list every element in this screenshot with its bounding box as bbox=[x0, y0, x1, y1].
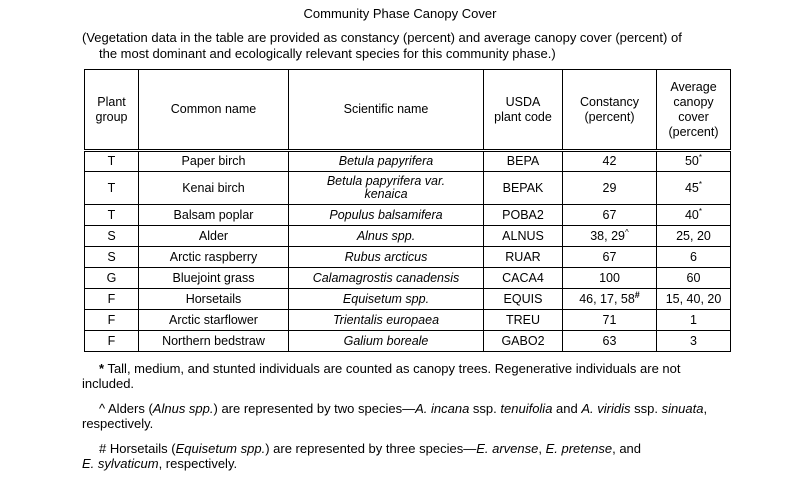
footnote-text: Tall, medium, and stunted individuals are counted as canopy trees. Regenerative individuals are not bbox=[104, 361, 681, 376]
cell-group: F bbox=[85, 310, 139, 331]
caret-symbol: ^ bbox=[99, 401, 106, 416]
table-row bbox=[85, 247, 731, 268]
cell-usda-code: GABO2 bbox=[484, 331, 563, 352]
cell-constancy: 67 bbox=[563, 205, 657, 226]
cell-usda-code: TREU bbox=[484, 310, 563, 331]
page-title: Community Phase Canopy Cover bbox=[303, 6, 497, 21]
cell-common-name: Balsam poplar bbox=[139, 205, 289, 226]
cell-constancy: 46, 17, 58# bbox=[563, 289, 657, 310]
cell-scientific-name: Equisetum spp. bbox=[289, 289, 484, 310]
footnote-text: respectively. bbox=[82, 416, 154, 431]
cell-canopy-cover: 45* bbox=[657, 172, 731, 205]
header-usda-code: USDA plant code bbox=[484, 70, 563, 151]
header-constancy: Constancy (percent) bbox=[563, 70, 657, 151]
cell-group: S bbox=[85, 247, 139, 268]
header-plant-group: Plant group bbox=[85, 70, 139, 151]
cell-canopy-cover: 60 bbox=[657, 268, 731, 289]
table-row bbox=[85, 151, 731, 172]
cell-scientific-name: Alnus spp. bbox=[289, 226, 484, 247]
cell-constancy: 38, 29^ bbox=[563, 226, 657, 247]
table-row bbox=[85, 226, 731, 247]
cell-group: T bbox=[85, 205, 139, 226]
cell-constancy: 100 bbox=[563, 268, 657, 289]
cell-usda-code: BEPA bbox=[484, 151, 563, 172]
cell-common-name: Kenai birch bbox=[139, 172, 289, 205]
header-common-name: Common name bbox=[139, 70, 289, 151]
canopy-cover-table bbox=[84, 69, 731, 352]
cell-constancy: 71 bbox=[563, 310, 657, 331]
footnote-asterisk bbox=[82, 361, 762, 391]
cell-common-name: Arctic raspberry bbox=[139, 247, 289, 268]
cell-canopy-cover: 15, 40, 20 bbox=[657, 289, 731, 310]
cell-group: G bbox=[85, 268, 139, 289]
cell-scientific-name: Populus balsamifera bbox=[289, 205, 484, 226]
cell-scientific-name: Betula papyrifera bbox=[289, 151, 484, 172]
cell-group: S bbox=[85, 226, 139, 247]
cell-group: F bbox=[85, 289, 139, 310]
header-canopy-cover: Average canopy cover (percent) bbox=[657, 70, 731, 151]
cell-common-name: Northern bedstraw bbox=[139, 331, 289, 352]
asterisk-symbol: * bbox=[99, 361, 105, 376]
cell-scientific-name: Betula papyrifera var. kenaica bbox=[289, 172, 484, 205]
table-row bbox=[85, 172, 731, 205]
cell-usda-code: EQUIS bbox=[484, 289, 563, 310]
cell-group: T bbox=[85, 151, 139, 172]
cell-common-name: Paper birch bbox=[139, 151, 289, 172]
cell-usda-code: ALNUS bbox=[484, 226, 563, 247]
cell-canopy-cover: 25, 20 bbox=[657, 226, 731, 247]
table-row bbox=[85, 310, 731, 331]
footnotes bbox=[82, 361, 762, 481]
footnote-text: E. sylvaticum, respectively. bbox=[82, 456, 238, 471]
cell-scientific-name: Rubus arcticus bbox=[289, 247, 484, 268]
cell-constancy: 29 bbox=[563, 172, 657, 205]
footnote-caret: ^ Alders (Alnus spp.) are represented by two species—A. incana ssp. tenuifolia and A. viridis ssp. sinuata, respectively. bbox=[82, 401, 762, 431]
table-row bbox=[85, 205, 731, 226]
cell-common-name: Bluejoint grass bbox=[139, 268, 289, 289]
footnote-text: included. bbox=[82, 376, 135, 391]
table-row bbox=[85, 331, 731, 352]
cell-canopy-cover: 6 bbox=[657, 247, 731, 268]
intro-line-1: (Vegetation data in the table are provided as constancy (percent) and average canopy cover (percent) of bbox=[82, 30, 682, 45]
cell-group: T bbox=[85, 172, 139, 205]
intro-line-2: the most dominant and ecologically relevant species for this community phase.) bbox=[99, 46, 556, 61]
table-row bbox=[85, 268, 731, 289]
cell-scientific-name: Calamagrostis canadensis bbox=[289, 268, 484, 289]
cell-common-name: Arctic starflower bbox=[139, 310, 289, 331]
cell-constancy: 63 bbox=[563, 331, 657, 352]
cell-usda-code: CACA4 bbox=[484, 268, 563, 289]
cell-usda-code: BEPAK bbox=[484, 172, 563, 205]
cell-usda-code: POBA2 bbox=[484, 205, 563, 226]
hash-symbol: # bbox=[99, 441, 107, 456]
cell-scientific-name: Galium boreale bbox=[289, 331, 484, 352]
cell-canopy-cover: 1 bbox=[657, 310, 731, 331]
cell-common-name: Alder bbox=[139, 226, 289, 247]
cell-canopy-cover: 40* bbox=[657, 205, 731, 226]
cell-constancy: 67 bbox=[563, 247, 657, 268]
cell-constancy: 42 bbox=[563, 151, 657, 172]
cell-canopy-cover: 50* bbox=[657, 151, 731, 172]
table-row bbox=[85, 289, 731, 310]
cell-usda-code: RUAR bbox=[484, 247, 563, 268]
header-scientific-name: Scientific name bbox=[289, 70, 484, 151]
table-header-row bbox=[85, 70, 731, 151]
cell-scientific-name: Trientalis europaea bbox=[289, 310, 484, 331]
footnote-hash: # Horsetails (Equisetum spp.) are represented by three species—E. arvense, E. pretense, and E. sylvaticum, respectively. bbox=[82, 441, 762, 471]
cell-group: F bbox=[85, 331, 139, 352]
cell-common-name: Horsetails bbox=[139, 289, 289, 310]
intro-text bbox=[82, 30, 762, 62]
cell-canopy-cover: 3 bbox=[657, 331, 731, 352]
